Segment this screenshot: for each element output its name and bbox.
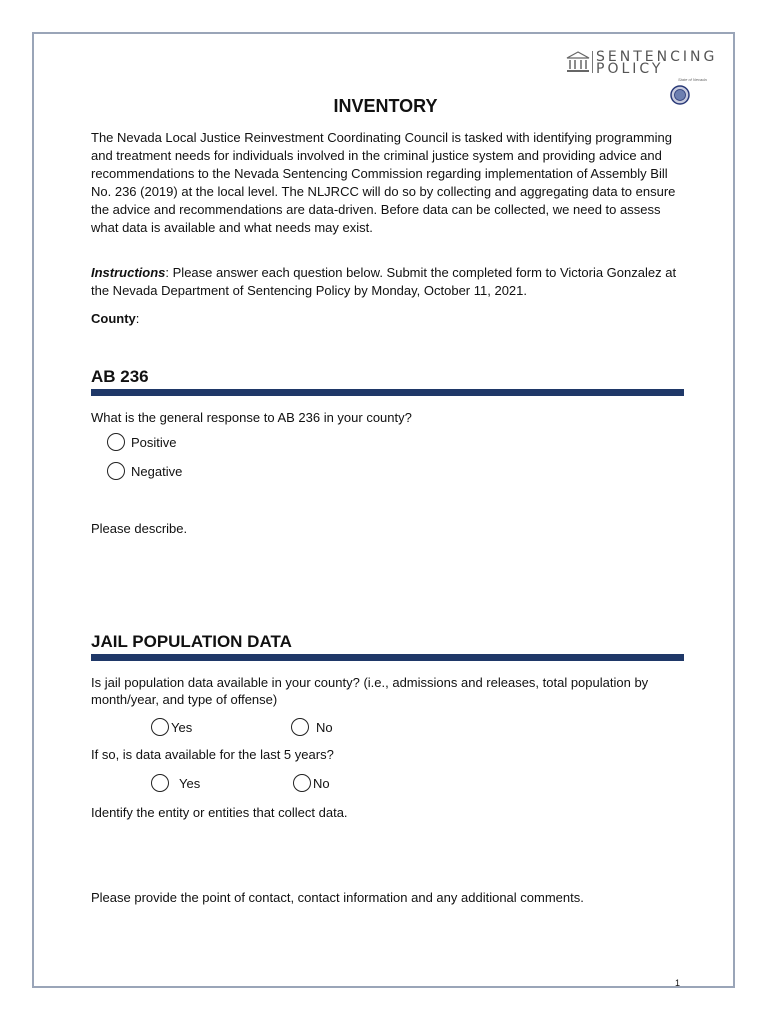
radio-circle[interactable] xyxy=(291,718,309,736)
radio-q1-yes[interactable]: Yes xyxy=(151,718,192,736)
radio-q2-no[interactable]: No xyxy=(293,774,330,792)
logo-subtitle: State of Nevada xyxy=(678,77,707,82)
logo-line-1: SENTENCING xyxy=(596,49,718,65)
radio-circle[interactable] xyxy=(151,774,169,792)
radio-q2-yes[interactable]: Yes xyxy=(151,774,200,792)
radio-circle[interactable] xyxy=(107,433,125,451)
document-page xyxy=(32,32,735,988)
question-jail-data-available: Is jail population data available in your county? (i.e., admissions and releases, total population by month/year, and type of offense) xyxy=(91,675,649,707)
radio-positive[interactable]: Positive xyxy=(107,433,177,451)
question-entities: Identify the entity or entities that collect data. xyxy=(91,805,348,820)
instructions-paragraph xyxy=(91,264,681,300)
page-title: INVENTORY xyxy=(333,96,438,116)
intro-paragraph: The Nevada Local Justice Reinvestment Coordinating Council is tasked with identifying programming and treatment needs for individuals involved in the criminal justice system and providing advice and recommendations to the Nevada Sentencing Commission regarding implementation of Assembly Bill No. 236 (2019) at the local level. The NLJRCC will do so by collecting and aggregating data to ensure the advice and recommendations are data-driven. Before data can be collected, we need to assess what data is available and what needs may exist. xyxy=(91,130,676,235)
section-heading-ab236: AB 236 xyxy=(91,367,149,386)
section-heading-jail: JAIL POPULATION DATA xyxy=(91,632,292,651)
radio-circle[interactable] xyxy=(151,718,169,736)
instructions-label: Instructions xyxy=(91,265,166,280)
county-field[interactable]: County: xyxy=(91,311,140,326)
question-point-of-contact: Please provide the point of contact, contact information and any additional comments. xyxy=(91,890,584,905)
section-rule xyxy=(91,654,684,661)
section-rule xyxy=(91,389,684,396)
logo-line-2: POLICY xyxy=(596,61,664,77)
radio-circle[interactable] xyxy=(107,462,125,480)
county-label: County xyxy=(91,311,136,326)
describe-label: Please describe. xyxy=(91,521,188,536)
courthouse-icon xyxy=(566,51,590,73)
radio-negative[interactable]: Negative xyxy=(107,462,182,480)
radio-circle[interactable] xyxy=(293,774,311,792)
question-ab236-response: What is the general response to AB 236 in your county? xyxy=(91,410,412,425)
question-last-5-years: If so, is data available for the last 5 years? xyxy=(91,747,334,762)
instructions-text: : Please answer each question below. Submit the completed form to Victoria Gonzalez at the Nevada Department of Sentencing Policy by Monday, October 11, 2021. xyxy=(91,265,677,298)
page-number: 1 xyxy=(675,978,681,988)
radio-q1-no[interactable]: No xyxy=(291,718,333,736)
